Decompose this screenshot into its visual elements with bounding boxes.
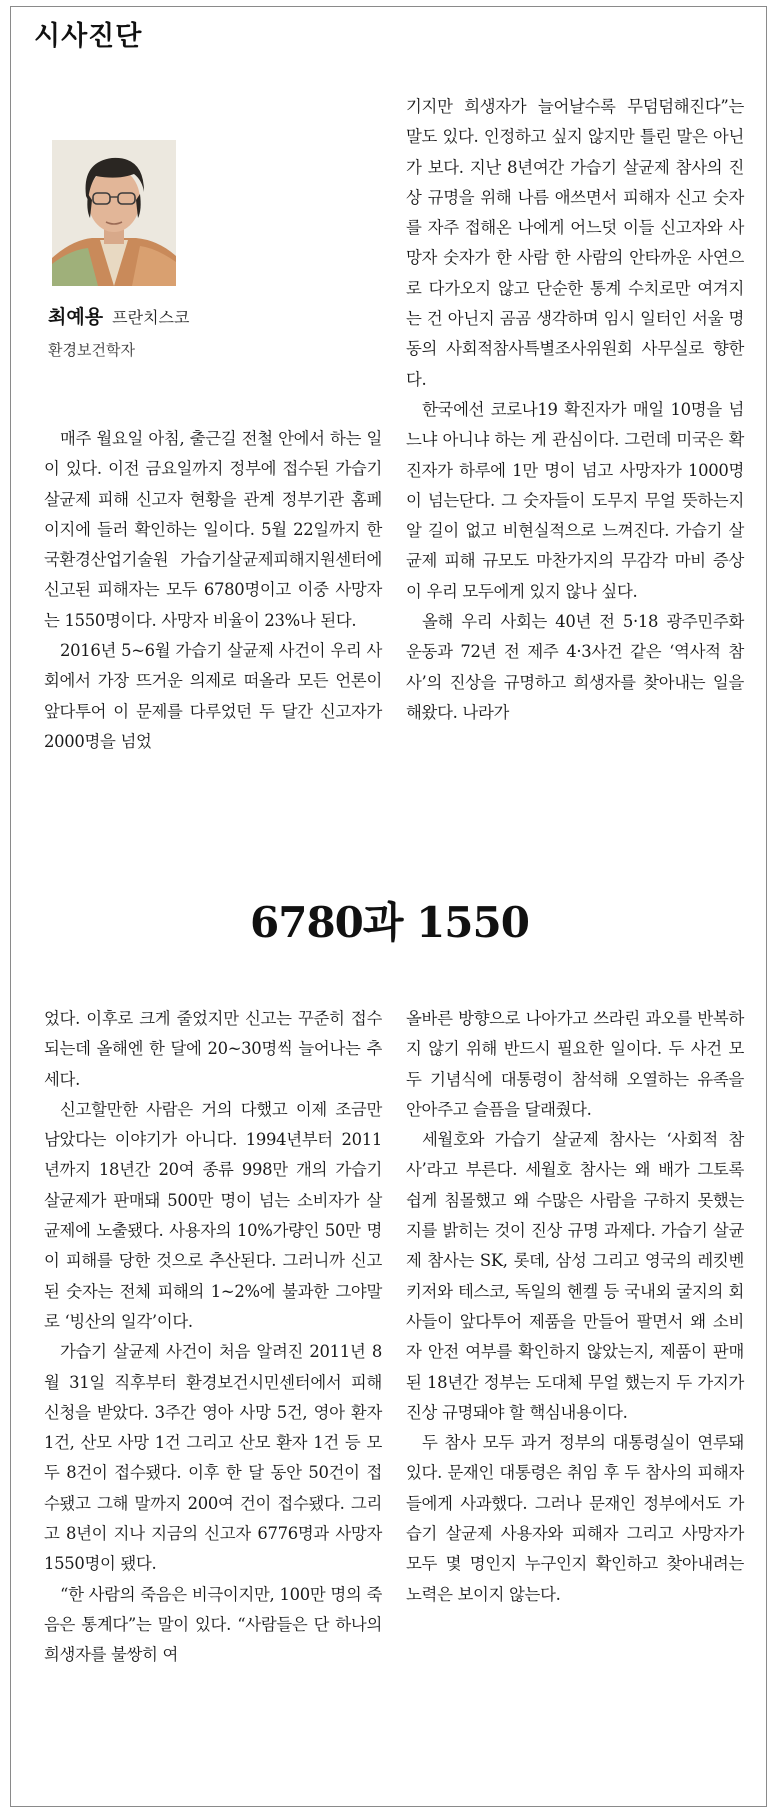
- paragraph: 매주 월요일 아침, 출근길 전철 안에서 하는 일이 있다. 이전 금요일까지 정부에 접수된 가습기 살균제 피해 신고자 현황을 관계 정부기관 홈페이지에 들러 확인하는 일이다. 5월 22일까지 한국환경산업기술원 가습기살균제피해지원센터에 신고된 피해자는 모두 6780명이고 이중 사망자는 1550명이다. 사망자 비율이 23%나 된다.: [44, 429, 382, 630]
- author-name: 최예용: [48, 306, 104, 328]
- paragraph: 올바른 방향으로 나아가고 쓰라린 과오를 반복하지 않기 위해 반드시 필요한 일이다. 두 사건 모두 기념식에 대통령이 참석해 오열하는 유족을 안아주고 슬픔을 달래줬다.: [406, 1009, 744, 1119]
- article-column-1: [44, 424, 382, 757]
- paragraph: 가습기 살균제 사건이 처음 알려진 2011년 8월 31일 직후부터 환경보건시민센터에서 피해 신청을 받았다. 3주간 영아 사망 5건, 영아 환자 1건, 산모 사망 1건 그리고 산모 환자 1건 등 모두 8건이 접수됐다. 이후 한 달 동안 50건이 접수됐고 그해 말까지 200여 건이 접수됐다. 그리고 8년이 지나 지금의 신고자 6776명과 사망자 1550명이 됐다.: [44, 1342, 382, 1574]
- author-byline: [48, 302, 189, 360]
- author-role: 환경보건학자: [48, 341, 135, 359]
- paragraph: 두 참사 모두 과거 정부의 대통령실이 연루돼 있다. 문재인 대통령은 취임 후 두 참사의 피해자들에게 사과했다. 그러나 문재인 정부에서도 가습기 살균제 사용자와 피해자 그리고 사망자가 모두 몇 명인지 누구인지 확인하고 찾아내려는 노력은 보이지 않는다.: [406, 1433, 744, 1604]
- article-column-4: [406, 1004, 744, 1610]
- article-headline: 6780과 1550: [250, 898, 529, 947]
- author-photo: [52, 140, 176, 286]
- paragraph: 신고할만한 사람은 거의 다했고 이제 조금만 남았다는 이야기가 아니다. 1994년부터 2011년까지 18년간 20여 종류 998만 개의 가습기 살균제가 판매돼 500만 명이 넘는 소비자가 살균제에 노출됐다. 사용자의 10%가량인 50만 명이 피해를 당한 것으로 추산된다. 그러니까 신고된 숫자는 전체 피해의 1~2%에 불과한 그야말로 ‘빙산의 일각’이다.: [44, 1099, 382, 1331]
- paragraph: 었다. 이후로 크게 줄었지만 신고는 꾸준히 접수되는데 올해엔 한 달에 20~30명씩 늘어나는 추세다.: [44, 1009, 382, 1089]
- paragraph: “한 사람의 죽음은 비극이지만, 100만 명의 죽음은 통계다”는 말이 있다. “사람들은 단 하나의 희생자를 불쌍히 여: [44, 1584, 382, 1665]
- author-nickname: 프란치스코: [112, 308, 190, 327]
- paragraph: 한국에선 코로나19 확진자가 매일 10명을 넘느냐 아니냐 하는 게 관심이다. 그런데 미국은 확진자가 하루에 1만 명이 넘고 사망자가 1000명이 넘는단다. 그 숫자들이 도무지 무얼 뜻하는지 알 길이 없고 비현실적으로 느껴진다. 가습기 살균제 피해 규모도 마찬가지의 무감각 마비 증상이 우리 모두에게 있지 않나 싶다.: [406, 399, 744, 601]
- paragraph: 기지만 희생자가 늘어날수록 무덤덤해진다”는 말도 있다. 인정하고 싶지 않지만 틀린 말은 아닌가 보다. 지난 8년여간 가습기 살균제 참사의 진상 규명을 위해 나름 애쓰면서 피해자 신고 숫자를 자주 접해온 나에게 어느덧 이들 신고자와 사망자 숫자가 한 사람 한 사람의 안타까운 사연으로 다가오지 않고 단순한 통계 수치로만 여겨지는 건 아닌지 곰곰 생각하며 임시 일터인 서울 명동의 사회적참사특별조사위원회 사무실로 향한다.: [406, 97, 744, 389]
- paragraph: 올해 우리 사회는 40년 전 5·18 광주민주화 운동과 72년 전 제주 4·3사건 같은 ‘역사적 참사’의 진상을 규명하고 희생자를 찾아내는 일을 해왔다. 나라가: [406, 612, 744, 722]
- column-name: 시사진단: [34, 21, 143, 52]
- paragraph: 세월호와 가습기 살균제 참사는 ‘사회적 참사’라고 부른다. 세월호 참사는 왜 배가 그토록 쉽게 침몰했고 왜 수많은 사람을 구하지 못했는지를 밝히는 것이 진상 규명 과제다. 가습기 살균제 참사는 SK, 롯데, 삼성 그리고 영국의 레킷벤키저와 테스코, 독일의 헨켈 등 국내외 굴지의 회사들이 앞다투어 제품을 만들어 팔면서 왜 소비자 안전 여부를 확인하지 않았는지, 제품이 판매된 18년간 정부는 도대체 무얼 했는지 두 가지가 진상 규명돼야 할 핵심내용이다.: [406, 1130, 744, 1422]
- paragraph: 2016년 5~6월 가습기 살균제 사건이 우리 사회에서 가장 뜨거운 의제로 떠올라 모든 언론이 앞다투어 이 문제를 다루었던 두 달간 신고자가 2000명을 넘었: [44, 641, 382, 751]
- article-column-2: [406, 92, 744, 728]
- article-column-3: [44, 1004, 382, 1671]
- author-portrait-image: [52, 140, 176, 286]
